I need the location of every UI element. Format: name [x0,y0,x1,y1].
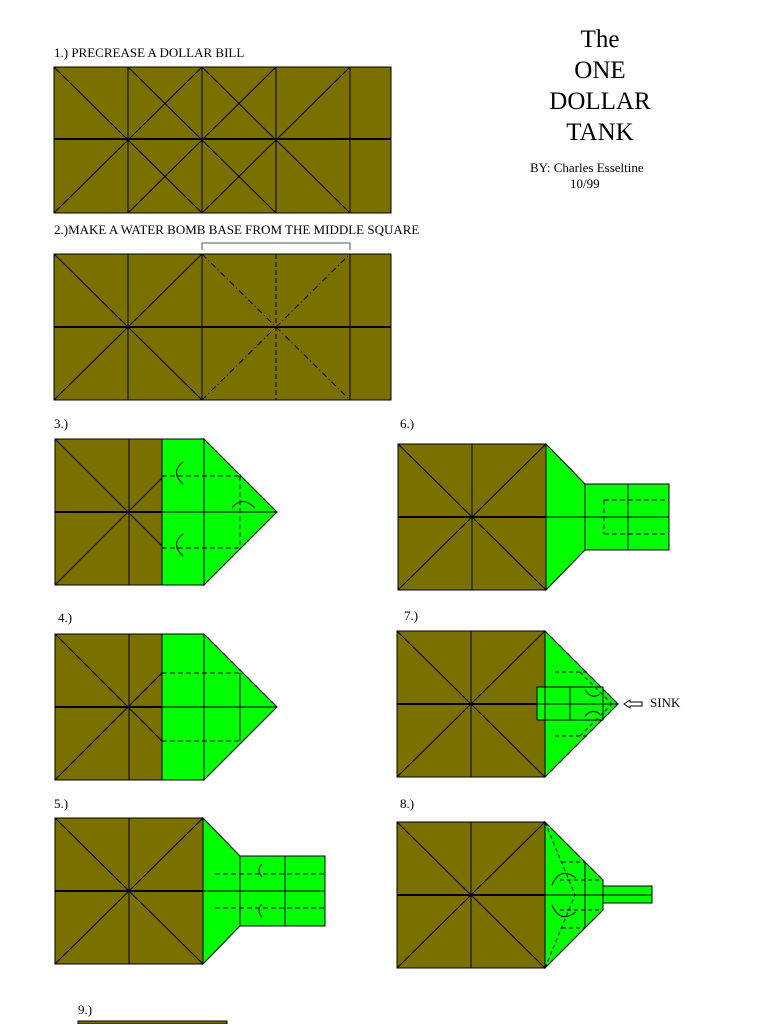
step-2-label: 2.)MAKE A WATER BOMB BASE FROM THE MIDDLE SQUARE [54,222,420,237]
step-6-label: 6.) [400,416,415,431]
step-1-label: 1.) PRECREASE A DOLLAR BILL [54,45,245,60]
author: BY: Charles Esseltine [530,160,644,175]
title-line-2: ONE [574,57,626,84]
step-3-label: 3.) [54,416,69,431]
step-4-label: 4.) [58,610,73,625]
title-line-3: DOLLAR [549,88,651,115]
sink-label: SINK [650,695,681,710]
step-9-label: 9.) [78,1002,93,1017]
date: 10/99 [570,176,600,191]
step-5-label: 5.) [54,796,69,811]
title-line-4: TANK [566,119,634,146]
title-line-1: The [580,26,620,53]
step-8-label: 8.) [400,796,415,811]
step-7-label: 7.) [404,608,419,623]
